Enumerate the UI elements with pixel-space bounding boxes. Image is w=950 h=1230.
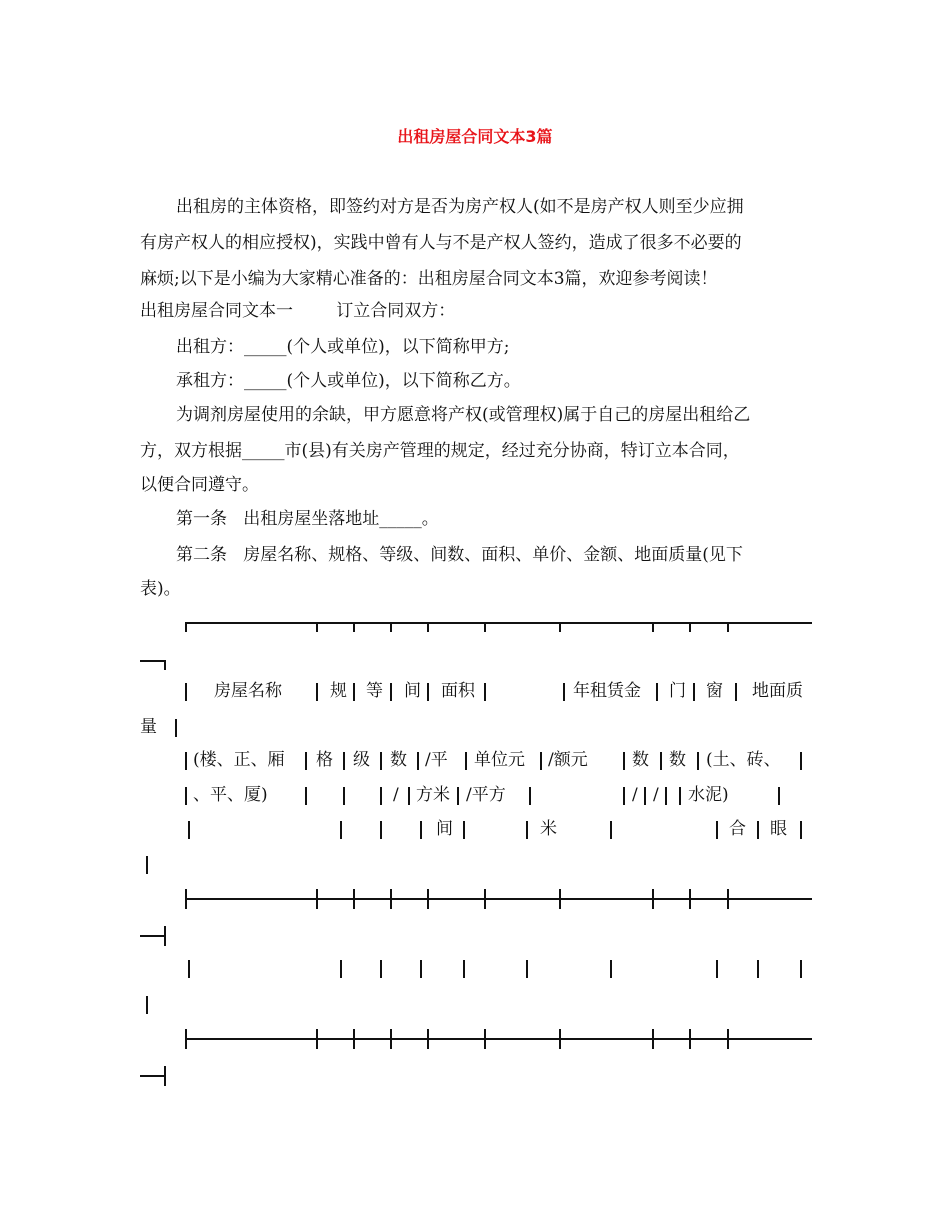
col-rooms: 间 — [404, 681, 421, 701]
table-top-border — [185, 622, 812, 624]
table-bar — [697, 752, 699, 770]
table-corner — [164, 660, 166, 670]
table-bar — [340, 960, 342, 978]
table-bar — [380, 752, 382, 770]
table-bar — [735, 683, 737, 701]
cell-r2-5: /平 — [425, 750, 448, 770]
table-bar — [353, 683, 355, 701]
table-bar — [465, 752, 467, 770]
table-bar — [529, 787, 531, 805]
table-divider-wrap — [140, 935, 166, 937]
table-bar — [316, 889, 318, 909]
cell-r4-3: 合 — [729, 819, 746, 839]
col-spec: 规 — [330, 681, 347, 701]
cell-r2-4: 数 — [390, 750, 407, 770]
table-bar — [188, 960, 190, 978]
col-floor-quality: 地面质 — [752, 681, 803, 701]
cell-r3-3: 方米 — [416, 785, 450, 805]
cell-r4-1: 间 — [436, 819, 453, 839]
table-bar — [175, 719, 177, 737]
purpose-line-3: 以便合同遵守。 — [140, 475, 259, 495]
table-bar — [340, 821, 342, 839]
cell-r2-2: 格 — [316, 750, 333, 770]
intro-line-1: 出租房的主体资格，即签约对方是否为房产权人(如不是房产权人则至少应拥 — [176, 197, 744, 217]
table-bar — [716, 960, 718, 978]
cell-r3-1: 、平、厦) — [193, 785, 268, 805]
table-bar — [484, 683, 486, 701]
table-bar — [380, 960, 382, 978]
table-bar — [559, 889, 561, 909]
table-bar — [390, 1029, 392, 1049]
section-heading: 出租房屋合同文本一 订立合同双方： — [140, 301, 456, 321]
cell-r2-1: (楼、正、厢 — [193, 750, 285, 770]
table-bar — [353, 1029, 355, 1049]
table-tick — [390, 622, 392, 632]
table-tick — [559, 622, 561, 632]
table-bar — [563, 683, 565, 701]
table-tick — [484, 622, 486, 632]
table-bar — [800, 752, 802, 770]
table-bar — [484, 889, 486, 909]
intro-line-2: 有房产权人的相应授权)，实践中曾有人与不是产权人签约，造成了很多不必要的 — [140, 233, 742, 253]
table-bar — [800, 960, 802, 978]
table-bar — [652, 889, 654, 909]
table-bar — [540, 752, 542, 770]
col-doors: 门 — [669, 681, 686, 701]
col-grade: 等 — [366, 681, 383, 701]
table-bar — [146, 856, 148, 874]
lessee-line: 承租方：_____(个人或单位)，以下简称乙方。 — [176, 371, 521, 391]
table-bar — [185, 787, 187, 805]
table-bar — [526, 960, 528, 978]
table-bar — [164, 926, 166, 946]
intro-line-3: 麻烦;以下是小编为大家精心准备的：出租房屋合同文本3篇，欢迎参考阅读！ — [140, 269, 718, 289]
cell-r4-2: 米 — [540, 819, 557, 839]
table-bar — [417, 752, 419, 770]
table-bar — [689, 889, 691, 909]
table-bar — [679, 787, 681, 805]
table-divider-wrap — [140, 1075, 166, 1077]
table-bar — [693, 683, 695, 701]
table-bar — [652, 1029, 654, 1049]
article-2-line-2: 表)。 — [140, 579, 181, 599]
table-bar — [316, 683, 318, 701]
table-top-border-wrap — [140, 660, 166, 662]
table-bar — [526, 821, 528, 839]
table-bar — [716, 821, 718, 839]
table-bar — [185, 1029, 187, 1049]
table-bar — [689, 1029, 691, 1049]
article-1: 第一条 出租房屋坐落地址_____。 — [176, 509, 439, 529]
table-bar — [353, 889, 355, 909]
table-tick — [689, 622, 691, 632]
cell-r2-3: 级 — [353, 750, 370, 770]
table-bar — [185, 889, 187, 909]
table-bar — [623, 752, 625, 770]
table-tick — [727, 622, 729, 632]
cell-r3-2: / — [393, 785, 399, 805]
purpose-line-2: 方，双方根据_____市(县)有关房产管理的规定，经过充分协商，特订立本合同， — [140, 441, 740, 461]
cell-r4-4: 眼 — [770, 819, 787, 839]
table-bar — [660, 752, 662, 770]
cell-r2-8: 数 — [632, 750, 649, 770]
col-annual-rent: 年租赁金 — [573, 681, 641, 701]
table-tick — [652, 622, 654, 632]
table-bar — [380, 787, 382, 805]
table-bar — [610, 821, 612, 839]
cell-r2-9: 数 — [669, 750, 686, 770]
table-bar — [757, 821, 759, 839]
table-bar — [188, 821, 190, 839]
table-bar — [390, 889, 392, 909]
table-bar — [343, 752, 345, 770]
purpose-line-1: 为调剂房屋使用的余缺，甲方愿意将产权(或管理权)属于自己的房屋出租给乙 — [176, 405, 751, 425]
table-bar — [427, 683, 429, 701]
cell-r2-10: (土、砖、 — [706, 750, 781, 770]
table-bar — [185, 752, 187, 770]
table-bar — [644, 787, 646, 805]
table-bar — [427, 1029, 429, 1049]
table-bar — [420, 821, 422, 839]
table-bar — [305, 787, 307, 805]
table-tick — [316, 622, 318, 632]
col-floor-quality-wrap: 量 — [140, 717, 157, 737]
table-divider — [185, 1038, 812, 1040]
table-bar — [408, 787, 410, 805]
lessor-line: 出租方：_____(个人或单位)，以下简称甲方; — [176, 337, 510, 357]
table-bar — [559, 1029, 561, 1049]
table-bar — [146, 996, 148, 1014]
table-bar — [457, 787, 459, 805]
col-area: 面积 — [441, 681, 475, 701]
table-divider — [185, 898, 812, 900]
table-bar — [463, 960, 465, 978]
table-bar — [427, 889, 429, 909]
cell-r3-4: /平方 — [466, 785, 506, 805]
table-bar — [623, 787, 625, 805]
table-bar — [305, 752, 307, 770]
table-bar — [380, 821, 382, 839]
table-corner — [185, 622, 187, 632]
table-bar — [757, 960, 759, 978]
document-title: 出租房屋合同文本3篇 — [397, 127, 553, 146]
table-tick — [427, 622, 429, 632]
table-bar — [800, 821, 802, 839]
table-bar — [316, 1029, 318, 1049]
table-bar — [778, 787, 780, 805]
cell-r3-5: / — [632, 785, 638, 805]
table-tick — [353, 622, 355, 632]
col-house-name: 房屋名称 — [214, 681, 282, 701]
table-bar — [610, 960, 612, 978]
table-bar — [727, 889, 729, 909]
article-2-line-1: 第二条 房屋名称、规格、等级、间数、面积、单价、金额、地面质量(见下 — [176, 545, 743, 565]
cell-r2-6: 单位元 — [474, 750, 525, 770]
table-bar — [185, 683, 187, 701]
cell-r2-7: /额元 — [548, 750, 588, 770]
table-bar — [656, 683, 658, 701]
table-bar — [343, 787, 345, 805]
table-bar — [420, 960, 422, 978]
col-windows: 窗 — [706, 681, 723, 701]
cell-r3-7: 水泥) — [688, 785, 729, 805]
table-bar — [164, 1066, 166, 1086]
table-bar — [727, 1029, 729, 1049]
cell-r3-6: / — [653, 785, 659, 805]
table-bar — [484, 1029, 486, 1049]
table-bar — [463, 821, 465, 839]
table-bar — [665, 787, 667, 805]
table-bar — [390, 683, 392, 701]
